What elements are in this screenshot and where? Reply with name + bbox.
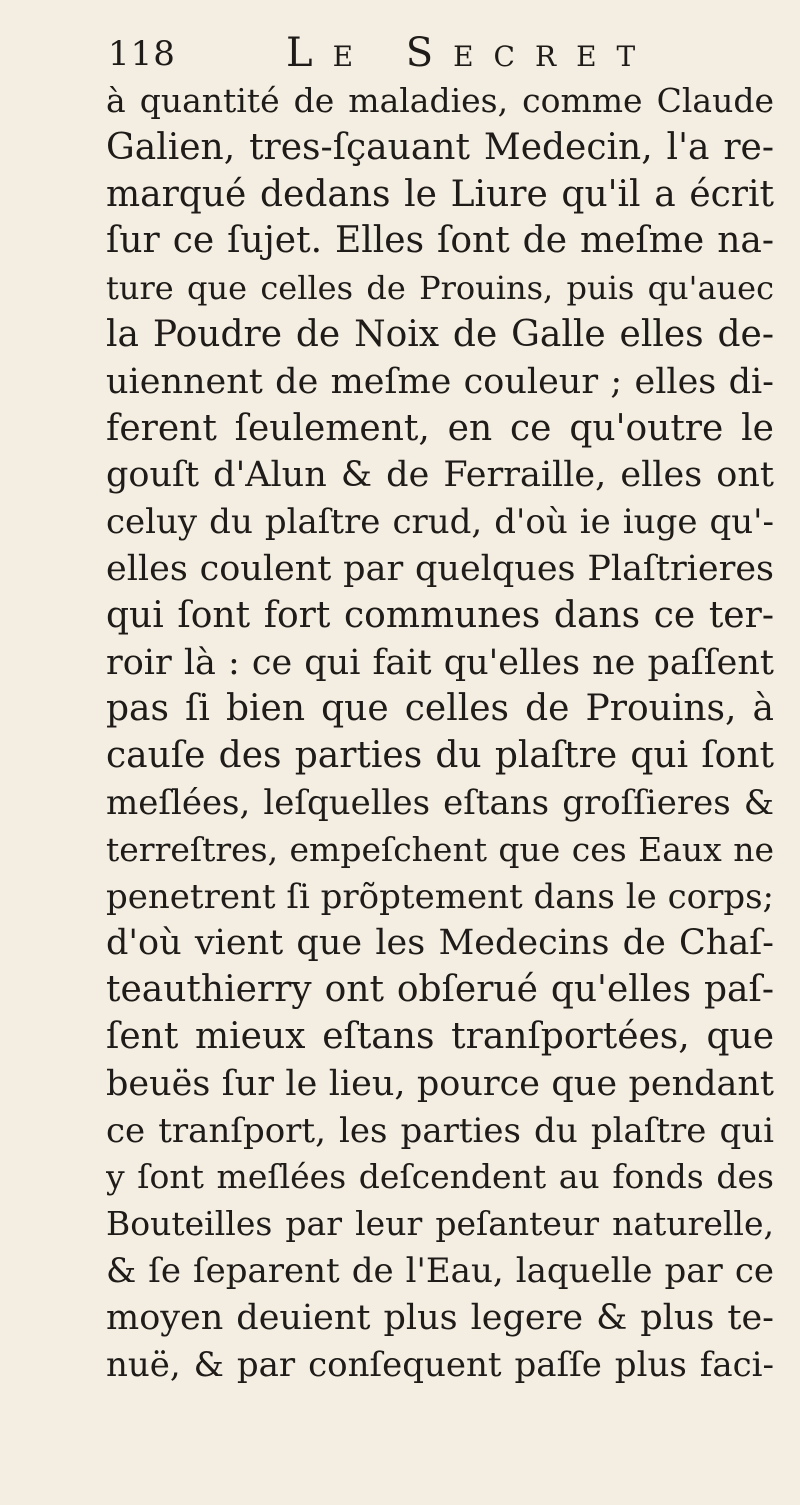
text-line: la Poudre de Noix de Galle elles de- xyxy=(106,313,774,355)
text-line: roir là : ce qui fait qu'elles ne paſſent xyxy=(106,642,774,683)
body-text xyxy=(106,78,774,1388)
text-line: cauſe des parties du plaſtre qui ſont xyxy=(106,735,774,777)
page-number: 118 xyxy=(108,34,176,74)
text-line: ſent mieux eſtans tranſportées, que xyxy=(106,1015,774,1057)
text-line: y ſont meſlées deſcendent au fonds des xyxy=(106,1157,774,1197)
text-line: & ſe ſeparent de l'Eau, laquelle par ce xyxy=(106,1250,774,1291)
text-line: nuë, & par conſequent paſſe plus faci- xyxy=(106,1344,774,1385)
text-line: beuës ſur le lieu, pource que pendant xyxy=(106,1063,774,1104)
text-line: uiennent de meſme couleur ; elles di- xyxy=(106,361,774,402)
page-header xyxy=(108,30,708,80)
text-line: meſlées, leſquelles eſtans groſſieres & xyxy=(106,782,774,823)
text-line: pas ſi bien que celles de Prouins, à xyxy=(106,688,774,730)
running-title: Le Secret xyxy=(286,30,656,76)
text-line: penetrent ſi prõptement dans le corps; xyxy=(106,876,774,917)
text-line: ce tranſport, les parties du plaſtre qui xyxy=(106,1110,774,1151)
text-line: gouſt d'Alun & de Ferraille, elles ont xyxy=(106,455,774,496)
text-line: teauthierry ont obſerué qu'elles paſ- xyxy=(106,969,774,1011)
text-line: ferent ſeulement, en ce qu'outre le xyxy=(106,407,774,449)
text-line: moyen deuient plus legere & plus te- xyxy=(106,1297,774,1338)
text-line: elles coulent par quelques Plaſtrieres xyxy=(106,548,774,589)
text-line: ſur ce ſujet. Elles ſont de meſme na- xyxy=(106,220,774,262)
text-line: ture que celles de Prouins, puis qu'auec xyxy=(106,269,774,308)
text-line: à quantité de maladies, comme Claude xyxy=(106,81,774,120)
text-line: marqué dedans le Liure qu'il a écrit xyxy=(106,173,774,215)
text-line: Bouteilles par leur peſanteur naturelle, xyxy=(106,1204,774,1244)
text-line: qui ſont fort communes dans ce ter- xyxy=(106,594,774,636)
text-line: terreſtres, empeſchent que ces Eaux ne xyxy=(106,829,774,869)
text-line: d'où vient que les Medecins de Chaſ- xyxy=(106,923,774,964)
text-line: celuy du plaſtre crud, d'où ie iuge qu'- xyxy=(106,502,774,543)
text-line: Galien, tres-ſçauant Medecin, l'a re- xyxy=(106,126,774,168)
